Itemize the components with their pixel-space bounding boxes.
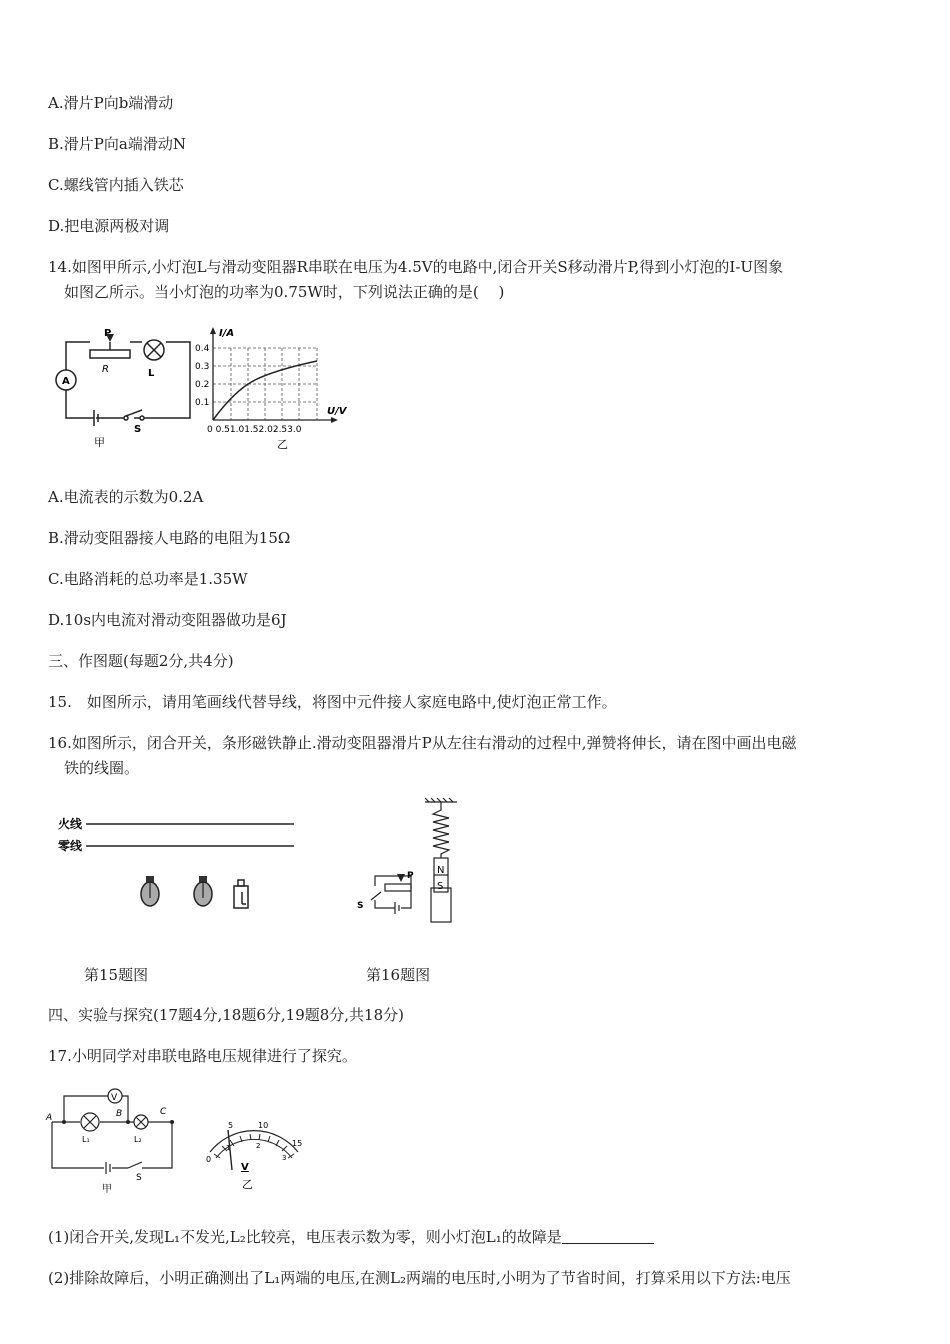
- section-4-heading: 四、实验与探究(17题4分,18题6分,19题8分,共18分): [48, 1006, 404, 1024]
- live-wire-label: 火线: [58, 817, 83, 831]
- bulb-icon: [141, 876, 159, 906]
- q14-graph-ytick: 0.2: [195, 380, 210, 390]
- q17-label-l1: L₁: [82, 1135, 90, 1144]
- q14-stem-line2: 如图乙所示。当小灯泡的功率为0.75W时，下列说法正确的是( ): [64, 283, 505, 301]
- q14-option-b: B.滑动变阻器接人电路的电阻为15Ω: [48, 529, 291, 547]
- voltmeter-icon: V: [111, 1093, 118, 1103]
- q13-option-a: A.滑片P向b端滑动: [48, 94, 174, 112]
- q17-series-circuit-figure: [44, 1084, 179, 1196]
- bulb-icon: [194, 876, 212, 906]
- q17-sub1: (1)闭合开关,发现L₁不发光,L₂比较亮，电压表示数为零，则小灯泡L₁的故障是: [48, 1228, 562, 1246]
- q14-circuit-caption: 甲: [94, 436, 105, 448]
- q17-label-s: S: [136, 1173, 142, 1183]
- q15-stem: 15. 如图所示，请用笔画线代替导线，将图中元件接人家庭电路中,使灯泡正常工作。: [48, 693, 617, 711]
- fig15-caption: 第15题图: [84, 966, 149, 984]
- answer-blank[interactable]: [562, 1229, 654, 1244]
- switch-label-s: S: [357, 901, 364, 911]
- q14-graph-ytick: 0.4: [195, 344, 210, 354]
- dial-tick-label: 15: [292, 1139, 303, 1148]
- q16-stem-line1: 16.如图所示，闭合开关，条形磁铁静止.滑动变阻器滑片P从左往右滑动的过程中,弹赞将伸长，请在图中画出电磁: [48, 734, 797, 752]
- fig16-caption: 第16题图: [366, 966, 431, 984]
- magnet-north-label: N: [437, 865, 445, 876]
- q17-circuit-caption: 甲: [102, 1184, 112, 1195]
- q17-node-a: A: [46, 1113, 53, 1123]
- dial-caption: 乙: [242, 1178, 253, 1191]
- dial-tick-label: 0: [206, 1155, 212, 1164]
- q17-sub2: (2)排除故障后，小明正确测出了L₁两端的电压,在测L₂两端的电压时,小明为了节省时间，打算采用以下方法:电压: [48, 1269, 791, 1287]
- q14-graph-ytick: 0.3: [195, 362, 210, 372]
- q17-voltmeter-dial: [196, 1108, 312, 1192]
- q14-graph-ylabel: I/A: [219, 328, 235, 339]
- q17-label-l2: L₂: [134, 1135, 142, 1144]
- q14-option-c: C.电路消耗的总功率是1.35W: [48, 570, 248, 588]
- q17-stem: 17.小明同学对串联电路电压规律进行了探究。: [48, 1047, 357, 1065]
- q14-graph-ytick: 0.1: [195, 398, 210, 408]
- q13-option-c: C.螺线管内插入铁芯: [48, 176, 184, 194]
- q14-graph-xticks: 0 0.51.01.52.02.53.0: [207, 425, 302, 435]
- dial-tick-label: 10: [258, 1121, 269, 1130]
- ammeter-icon: A: [62, 376, 70, 387]
- magnet-south-label: S: [437, 881, 444, 892]
- q14-circuit-label-r: R: [102, 364, 109, 375]
- q13-option-d: D.把电源两极对调: [48, 217, 170, 235]
- q17-node-c: C: [160, 1107, 167, 1117]
- dial-tick-label: 3: [282, 1154, 287, 1162]
- q14-circuit-figure: [50, 328, 210, 448]
- q17-node-b: B: [116, 1109, 123, 1119]
- neutral-wire-label: 零线: [58, 839, 83, 853]
- rheostat-label-p: P: [407, 871, 414, 881]
- q14-graph-caption: 乙: [277, 438, 288, 451]
- q14-stem-line1: 14.如图甲所示,小灯泡L与滑动变阻器R串联在电压为4.5V的电路中,闭合开关S移动滑片P,得到小灯泡的I-U图象: [48, 258, 784, 276]
- q14-circuit-label-l: L: [148, 368, 155, 379]
- section-3-heading: 三、作图题(每题2分,共4分): [48, 652, 234, 670]
- q15-household-circuit-figure: [50, 812, 310, 922]
- q14-graph-xlabel: U/V: [327, 406, 347, 417]
- q14-circuit-label-p: P: [104, 328, 112, 339]
- dial-tick-label: 5: [228, 1121, 234, 1130]
- dial-tick-label: 1: [226, 1144, 231, 1152]
- switch-icon: [234, 880, 248, 908]
- dial-tick-label: 2: [256, 1142, 261, 1150]
- q14-circuit-label-s: S: [134, 424, 142, 435]
- q14-option-d: D.10s内电流对滑动变阻器做功是6J: [48, 611, 287, 629]
- q14-iu-graph: [195, 324, 365, 454]
- q14-option-a: A.电流表的示数为0.2A: [48, 488, 204, 506]
- q13-option-b: B.滑片P向a端滑动N: [48, 135, 186, 153]
- q16-stem-line2: 铁的线圈。: [64, 759, 140, 777]
- dial-unit: V: [241, 1162, 249, 1173]
- q16-electromagnet-figure: [345, 796, 475, 931]
